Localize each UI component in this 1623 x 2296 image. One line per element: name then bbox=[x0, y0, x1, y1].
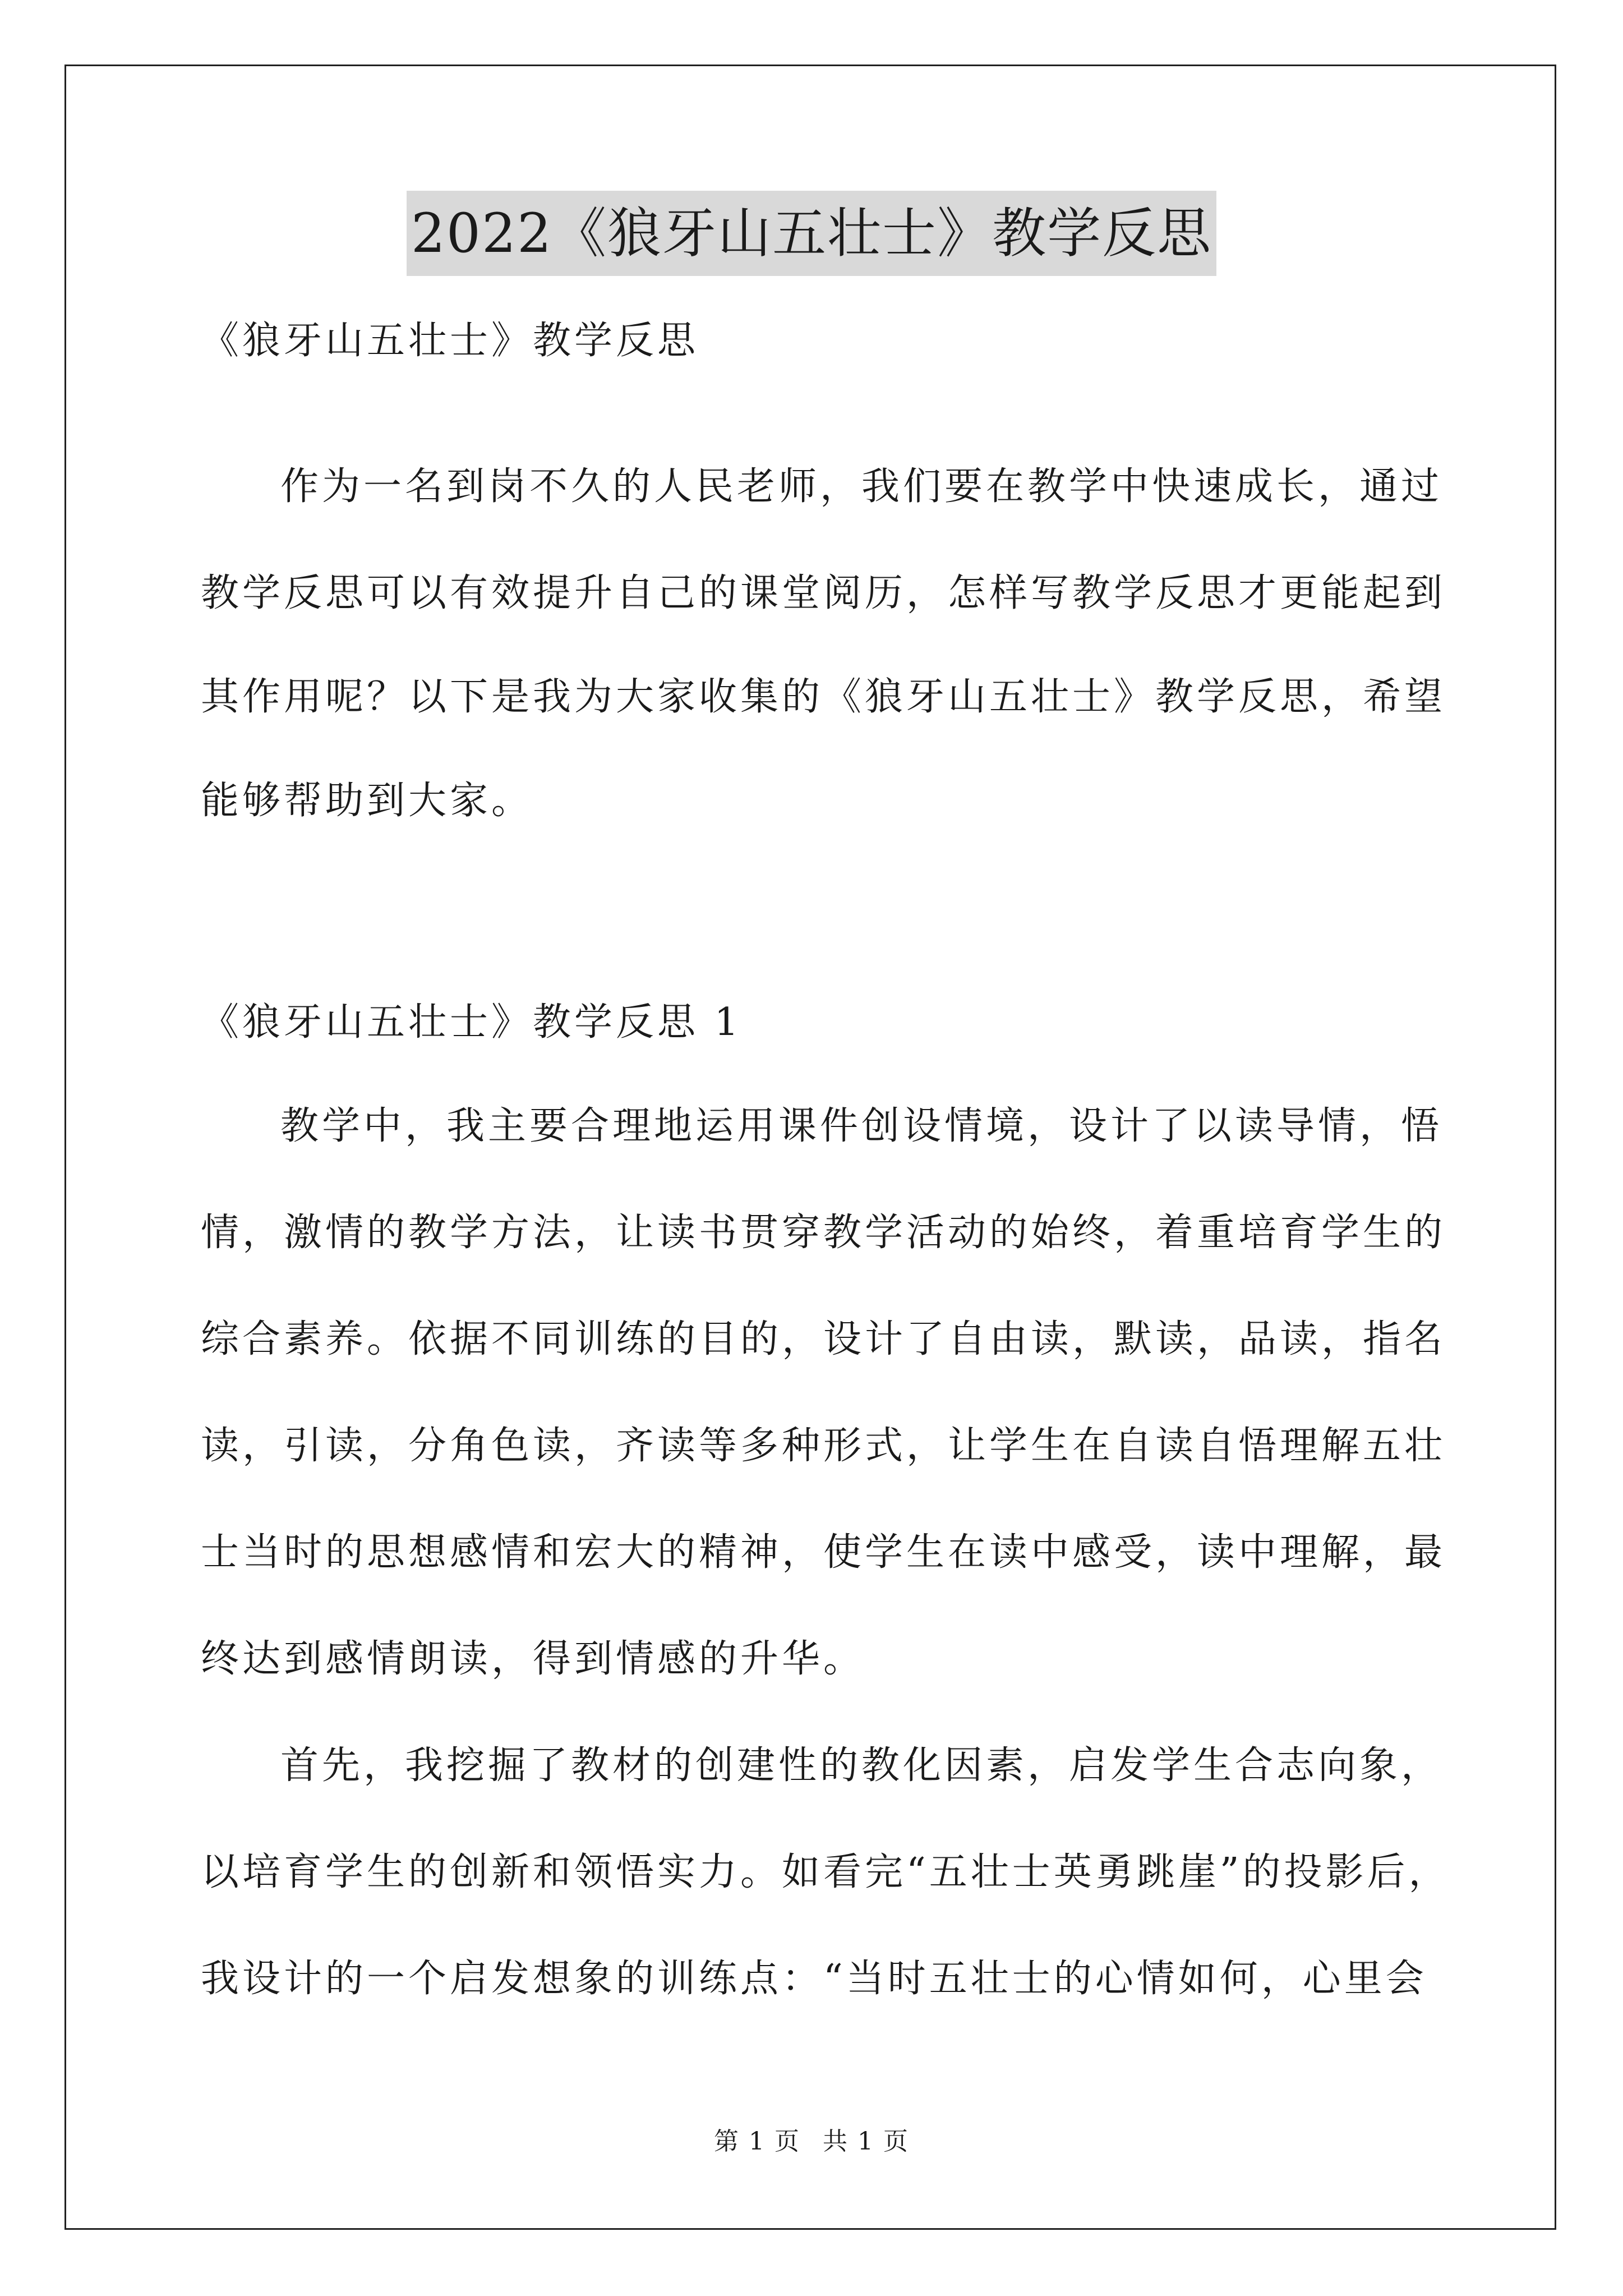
intro-line: 作为一名到岗不久的人民老师，我们要在教学中快速成长，通过 bbox=[280, 464, 1443, 509]
paragraph-line: 我设计的一个启发想象的训练点：“当时五壮士的心情如何，心里会 bbox=[201, 1957, 1427, 2001]
paragraph-line: 读，引读，分角色读，齐读等多种形式，让学生在自读自悟理解五壮 bbox=[201, 1424, 1446, 1468]
paragraph-line: 士当时的思想感情和宏大的精神，使学生在读中感受，读中理解，最 bbox=[201, 1530, 1446, 1575]
document-title: 2022《狼牙山五壮士》教学反思 bbox=[407, 191, 1216, 276]
intro-line: 能够帮助到大家。 bbox=[201, 779, 533, 823]
intro-line: 其作用呢？以下是我为大家收集的《狼牙山五壮士》教学反思，希望 bbox=[201, 675, 1446, 719]
page-total: 共 1 页 bbox=[823, 2127, 909, 2156]
paragraph-line: 情，激情的教学方法，让读书贯穿教学活动的始终，着重培育学生的 bbox=[201, 1211, 1446, 1255]
section-heading: 《狼牙山五壮士》教学反思 1 bbox=[201, 1000, 742, 1045]
paragraph-line: 教学中，我主要合理地运用课件创设情境，设计了以读导情，悟 bbox=[280, 1104, 1443, 1148]
paragraph-line: 终达到感情朗读，得到情感的升华。 bbox=[201, 1637, 865, 1681]
document-subtitle: 《狼牙山五壮士》教学反思 bbox=[201, 319, 699, 363]
paragraph-line: 首先，我挖掘了教材的创建性的教化因素，启发学生合志向象， bbox=[280, 1743, 1443, 1788]
paragraph-line: 以培育学生的创新和领悟实力。如看完“五壮士英勇跳崖”的投影后， bbox=[201, 1850, 1450, 1894]
intro-line: 教学反思可以有效提升自己的课堂阅历，怎样写教学反思才更能起到 bbox=[201, 571, 1446, 615]
paragraph-line: 综合素养。依据不同训练的目的，设计了自由读，默读，品读，指名 bbox=[201, 1317, 1446, 1361]
page-number: 第 1 页 bbox=[714, 2127, 800, 2156]
title-container bbox=[0, 191, 1623, 276]
page-footer bbox=[0, 2125, 1623, 2159]
